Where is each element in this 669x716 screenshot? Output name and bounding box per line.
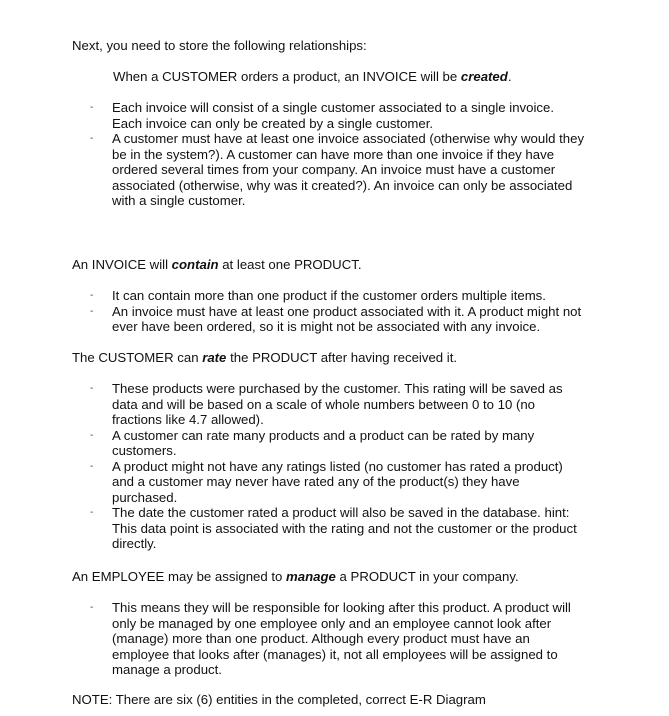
bullet-text: A customer can rate many products and a product can be rated by many customers. (112, 427, 535, 458)
rel3-verb: rate (202, 350, 227, 365)
intro-text: Next, you need to store the following relationships: (72, 38, 367, 53)
rel3-bullets (90, 381, 610, 552)
rel4-bullets (90, 600, 610, 678)
rel2-pre: An INVOICE will (72, 257, 172, 272)
rel3-bullet-1 (90, 381, 610, 428)
rel1-bullet-1 (90, 100, 610, 131)
bullet-dash: - (90, 602, 94, 613)
bullet-text: An invoice must have at least one product associated with it. A product might not ever have been ordered, so it is might not be associated with any invoice. (112, 303, 582, 334)
rel1-bullet-2 (90, 131, 610, 209)
rel2-bullets (90, 288, 610, 335)
rel4-pre: An EMPLOYEE may be assigned to (72, 569, 287, 584)
bullet-text: It can contain more than one product if the customer orders multiple items. (112, 288, 546, 303)
rel2-bullet-2 (90, 304, 610, 335)
rel4-post: a PRODUCT in your company. (335, 569, 519, 584)
bullet-dash: - (90, 507, 94, 518)
rel1-verb: created (460, 69, 508, 84)
bullet-dash: - (90, 290, 94, 301)
bullet-dash: - (90, 305, 94, 317)
bullet-text: These products were purchased by the customer. This rating will be saved as data and will be based on a scale of whole numbers between 0 to 10 (no fractions like 4.7 allowed). (112, 381, 563, 427)
rel2-post: at least one PRODUCT. (218, 257, 362, 272)
bullet-dash: - (90, 102, 94, 113)
bullet-text: Each invoice will consist of a single customer associated to a single invoice. Each invoice can only be created by a single customer. (112, 100, 555, 131)
rel2-heading (72, 257, 361, 273)
rel1-post: . (507, 69, 512, 84)
rel3-bullet-2 (90, 428, 610, 459)
bullet-dash: - (90, 429, 94, 441)
rel4-heading (72, 569, 519, 585)
rel3-bullet-4 (90, 505, 610, 552)
bullet-text: A customer must have at least one invoice associated (otherwise why would they be in the system?). A customer can have more than one invoice if they have ordered several times from your company. An invoice must have a customer associated (otherwise, why was it created?). An invoice can only be associated with a single customer. (112, 131, 585, 208)
bullet-text: The date the customer rated a product will also be saved in the database. hint: This data point is associated with the rating and not the customer or the product directly. (112, 505, 577, 551)
rel1-heading (113, 69, 511, 85)
rel3-heading (72, 350, 457, 366)
rel1-bullets (90, 100, 610, 209)
bullet-dash: - (90, 133, 94, 144)
rel3-bullet-3 (90, 459, 610, 506)
bullet-dash: - (90, 383, 94, 394)
rel1-pre: When a CUSTOMER orders a product, an INVOICE will be (113, 69, 461, 84)
note-text: NOTE: There are six (6) entities in the completed, correct E-R Diagram (72, 692, 486, 707)
bullet-text: This means they will be responsible for looking after this product. A product will only be managed by one employee only and an employee cannot look after (manage) more than one product. Although every product must have an employee that looks after (manages) it, not all employees will be assigned to manage a product. (112, 600, 571, 677)
rel3-post: the PRODUCT after having received it. (226, 350, 458, 365)
bullet-dash: - (90, 460, 94, 472)
rel2-verb: contain (171, 257, 219, 272)
rel2-bullet-1 (90, 288, 610, 304)
rel4-verb: manage (286, 569, 336, 584)
rel4-bullet-1 (90, 600, 610, 678)
rel3-pre: The CUSTOMER can (72, 350, 203, 365)
bullet-text: A product might not have any ratings listed (no customer has rated a product) and a customer may never have rated any of the product(s) they have purchased. (112, 458, 563, 505)
